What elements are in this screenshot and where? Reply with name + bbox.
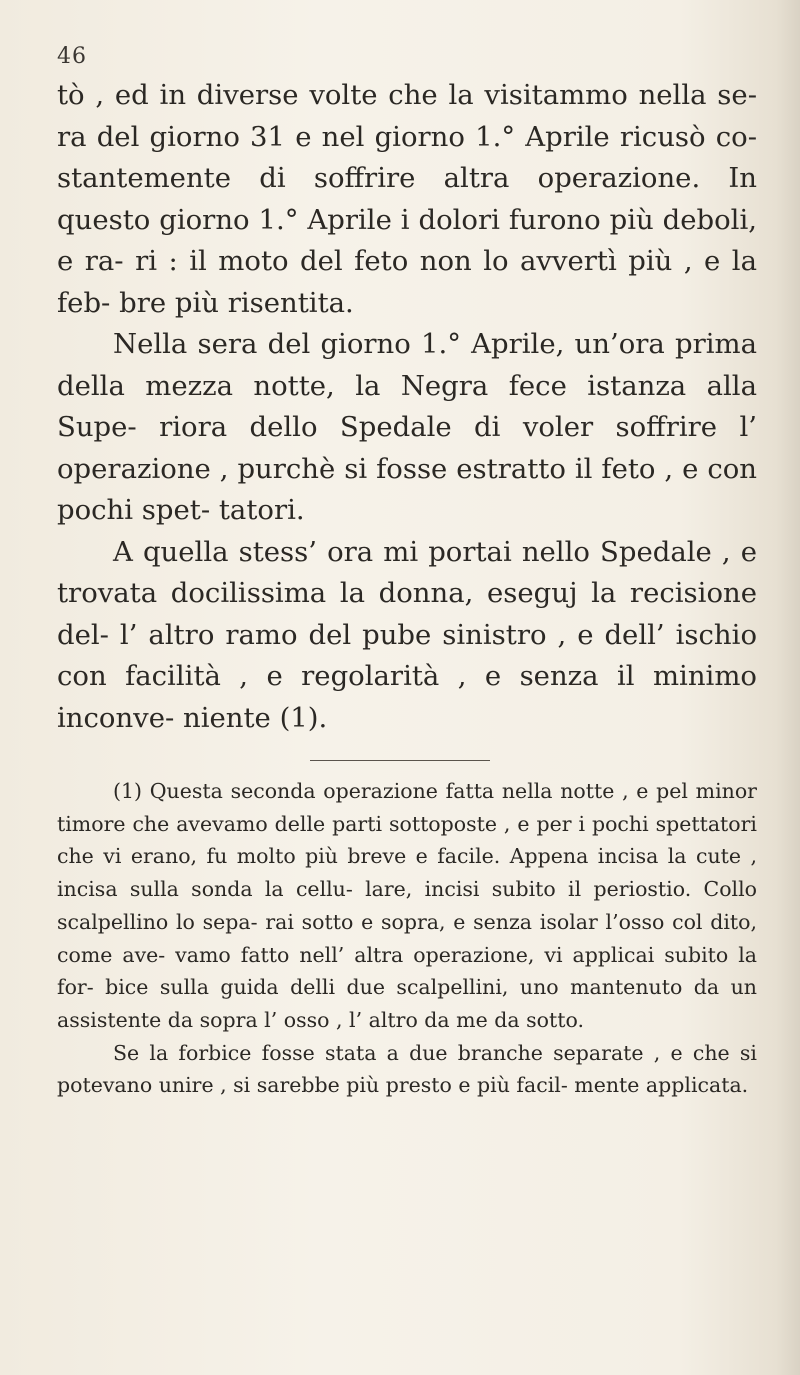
body-paragraph-3: A quella stess’ ora mi portai nello Spedale , e trovata docilissima la donna, eseguj la recisione del- l’ altro ramo del pube sinistro , e dell’ ischio con facilità , e regolarità , e senza il minimo inconve- niente (1). (57, 535, 757, 734)
footnote (57, 775, 757, 1102)
footnote-separator (310, 760, 490, 761)
page-number: 46 (57, 44, 87, 69)
body-paragraph-2: Nella sera del giorno 1.° Aprile, un’ora prima della mezza notte, la Negra fece istanza alla Supe- riora dello Spedale di voler soffrire l’ operazione , purchè si fosse estratto il feto , e con pochi spet- tatori. (57, 328, 757, 526)
main-text (57, 75, 757, 739)
body-paragraph-1: tò , ed in diverse volte che la visitammo nella se- ra del giorno 31 e nel giorno 1.° Aprile ricusò co- stantemente di soffrire altra operazione. In questo giorno 1.° Aprile i dolori furono più deboli, e ra- ri : il moto del feto non lo avvertì più , e la feb- bre più risentita. (57, 79, 757, 319)
footnote-paragraph-2: Se la forbice fosse stata a due branche separate , e che si potevano unire , si sarebbe più presto e più facil- mente applicata. (57, 1040, 757, 1098)
footnote-paragraph-1: (1) Questa seconda operazione fatta nella notte , e pel minor timore che avevamo delle parti sottoposte , e per i pochi spettatori che vi erano, fu molto più breve e facile. Appena incisa la cute , incisa sulla sonda la cellu- lare, incisi subito il periostio. Collo scalpellino lo sepa- rai sotto e sopra, e senza isolar l’osso col dito, come ave- vamo fatto nell’ altra operazione, vi applicai subito la for- bice sulla guida delli due scalpellini, uno mantenuto da un assistente da sopra l’ osso , l’ altro da me da sotto. (57, 779, 757, 1032)
